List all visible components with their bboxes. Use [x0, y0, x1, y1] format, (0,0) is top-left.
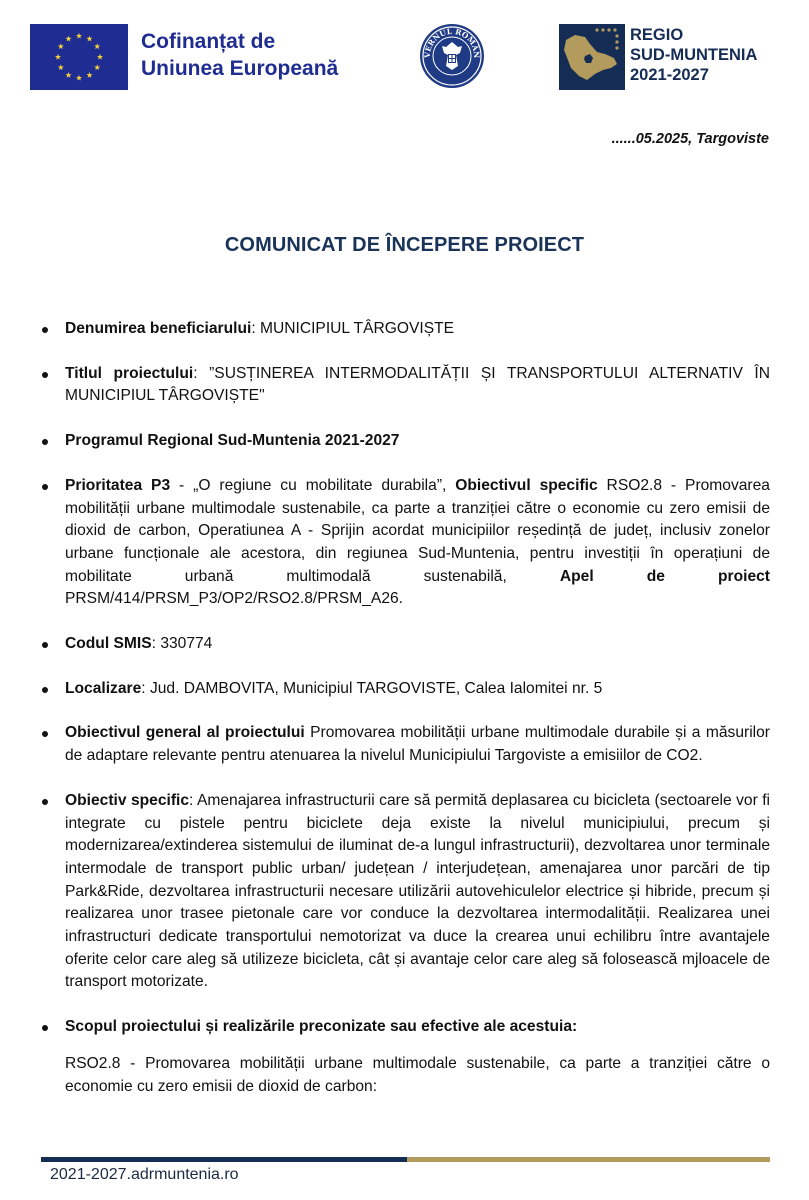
- footer-website-link[interactable]: 2021-2027.adrmuntenia.ro: [50, 1166, 239, 1183]
- regio-logo-map: [559, 24, 625, 90]
- list-item-general-objective: [40, 722, 770, 767]
- document-body: [40, 318, 770, 1098]
- item-value: 330774: [160, 635, 213, 653]
- bullet-icon: [42, 799, 48, 805]
- item-label: Obiectiv specific: [65, 791, 190, 809]
- eu-star-icon: [94, 43, 100, 49]
- list-item-project-scope: [40, 1016, 770, 1039]
- bullet-icon: [42, 484, 48, 490]
- eu-star-icon: [86, 72, 92, 78]
- item-label: Localizare: [65, 679, 142, 697]
- eu-flag-logo: [30, 24, 128, 90]
- eu-cofinanced-text: [141, 28, 338, 82]
- bullet-icon: [42, 731, 48, 737]
- regio-sud-muntenia-text: [630, 25, 757, 85]
- item-label: Obiectivul general al proiectului: [65, 724, 305, 742]
- item-value: Jud. DAMBOVITA, Municipiul TARGOVISTE, Calea Ialomitei nr. 5: [149, 679, 603, 697]
- item-label: Prioritatea P3: [65, 476, 171, 494]
- list-item-specific-objective: [40, 790, 770, 994]
- footer-divider: [41, 1157, 770, 1162]
- list-item-project-title: [40, 363, 770, 408]
- eu-star-icon: [55, 54, 61, 60]
- bullet-icon: [42, 1025, 48, 1031]
- item-label: Denumirea beneficiarului: [65, 320, 252, 337]
- eu-star-icon: [97, 54, 103, 60]
- regio-line3: 2021-2027: [630, 66, 709, 84]
- eu-star-icon: [76, 75, 82, 81]
- item-label-3: Apel de proiect: [559, 567, 770, 585]
- list-item-smis-code: [40, 633, 770, 656]
- regio-line1: REGIO: [630, 26, 684, 44]
- item-text-2: RSO2.8 - Promovarea mobilității urbane multimodale sustenabile, ca parte a tranziției către o economie cu zero emisii de dioxid de carbon, Operatiunea A - Sprijin acordat municipiilor reședință de județ, inclusiv zonelor urbane funcționale ale acestora, din regiunea Sud-Muntenia, pentru investiții în operațiuni de mobilitate urbană multimodală sustenabilă,: [65, 476, 770, 585]
- item-sep: :: [193, 364, 210, 382]
- page-title: COMUNICAT DE ÎNCEPERE PROIECT: [224, 234, 585, 256]
- bullet-icon: [42, 372, 48, 378]
- item-label: Titlul proiectului: [65, 364, 194, 382]
- item-sep: :: [189, 791, 197, 809]
- item-value: MUNICIPIUL TÂRGOVIȘTE: [259, 320, 455, 337]
- item-text-1: - „O regiune cu mobilitate durabila”,: [170, 476, 456, 494]
- item-value: Promovarea mobilității urbane multimodale durabile și a măsurilor de adaptare relevante pentru atenuarea la nivelul Municipiului Targoviste a emisiilor de CO2.: [65, 724, 770, 765]
- item-text-3: PRSM/414/PRSM_P3/OP2/RSO2.8/PRSM_A26.: [65, 590, 404, 608]
- footer-bar-navy: [41, 1157, 407, 1162]
- romanian-government-seal: [418, 22, 486, 90]
- list-item-program: [40, 430, 770, 453]
- eu-star-icon: [76, 33, 82, 39]
- list-item-location: [40, 678, 770, 701]
- footer-bar-gold: [407, 1157, 770, 1162]
- item-value: Amenajarea infrastructurii care să permită deplasarea cu bicicleta (sectoarele vor fi integrate cu pistele pentru biciclete deja existe la nivelul municipiului, precum și modernizarea/extinderea sistemului de iluminat de-a lungul infrastructurii), dezvoltarea unor terminale intermodale de transport public urban/ județean / interjudețean, amenajarea unor parcări de tip Park&Ride, dezvoltarea infrastructurii necesare utilizării autovehiculelor electrice și hibride, precum și realizarea unor trasee pietonale care vor conduce la dezvoltarea intermodalității. Realizarea unei infrastructuri dedicate transportului nemotorizat va duce la crearea unui echilibru între avantajele oferite celor care aleg să utilizeze bicicleta, cât și avantaje celor care aleg să folosească mjloacele de transport motorizate.: [65, 791, 770, 991]
- item-sep: :: [151, 635, 161, 653]
- seal-text: VERNUL ROMÂN: [422, 26, 482, 59]
- eu-star-icon: [58, 64, 64, 70]
- item-label: Scopul proiectului și realizările preconizate sau efective ale acestuia:: [65, 1018, 578, 1036]
- eu-star-icon: [65, 36, 71, 42]
- bullet-icon: [42, 642, 48, 648]
- page-header: [0, 0, 809, 110]
- eu-star-icon: [58, 43, 64, 49]
- eu-text-line1: Cofinanțat de: [141, 30, 276, 53]
- item-value: ”SUSȚINEREA INTERMODALITĂȚII ȘI TRANSPORTULUI ALTERNATIV ÎN MUNICIPIUL TÂRGOVIȘTE": [65, 364, 770, 405]
- bullet-icon: [42, 439, 48, 445]
- item-sep: :: [141, 679, 150, 697]
- eu-text-line2: Uniunea Europeană: [141, 57, 339, 80]
- scope-paragraph: RSO2.8 - Promovarea mobilității urbane multimodale sustenabile, ca parte a tranziției către o economie cu zero emisii de dioxid de carbon:: [65, 1054, 770, 1095]
- eu-star-icon: [94, 64, 100, 70]
- list-item-priority: [40, 475, 770, 611]
- item-sep: :: [251, 320, 260, 337]
- item-label-2: Obiectivul specific: [455, 476, 598, 494]
- date-location: ......05.2025, Targoviste: [611, 131, 769, 147]
- item-label: Codul SMIS: [65, 635, 152, 653]
- bullet-icon: [42, 687, 48, 693]
- item-label: Programul Regional Sud-Muntenia 2021-2027: [65, 432, 400, 450]
- eu-star-icon: [86, 36, 92, 42]
- eu-star-icon: [65, 72, 71, 78]
- list-item-beneficiary: [40, 318, 770, 341]
- regio-line2: SUD-MUNTENIA: [630, 46, 758, 64]
- bullet-icon: [42, 327, 48, 333]
